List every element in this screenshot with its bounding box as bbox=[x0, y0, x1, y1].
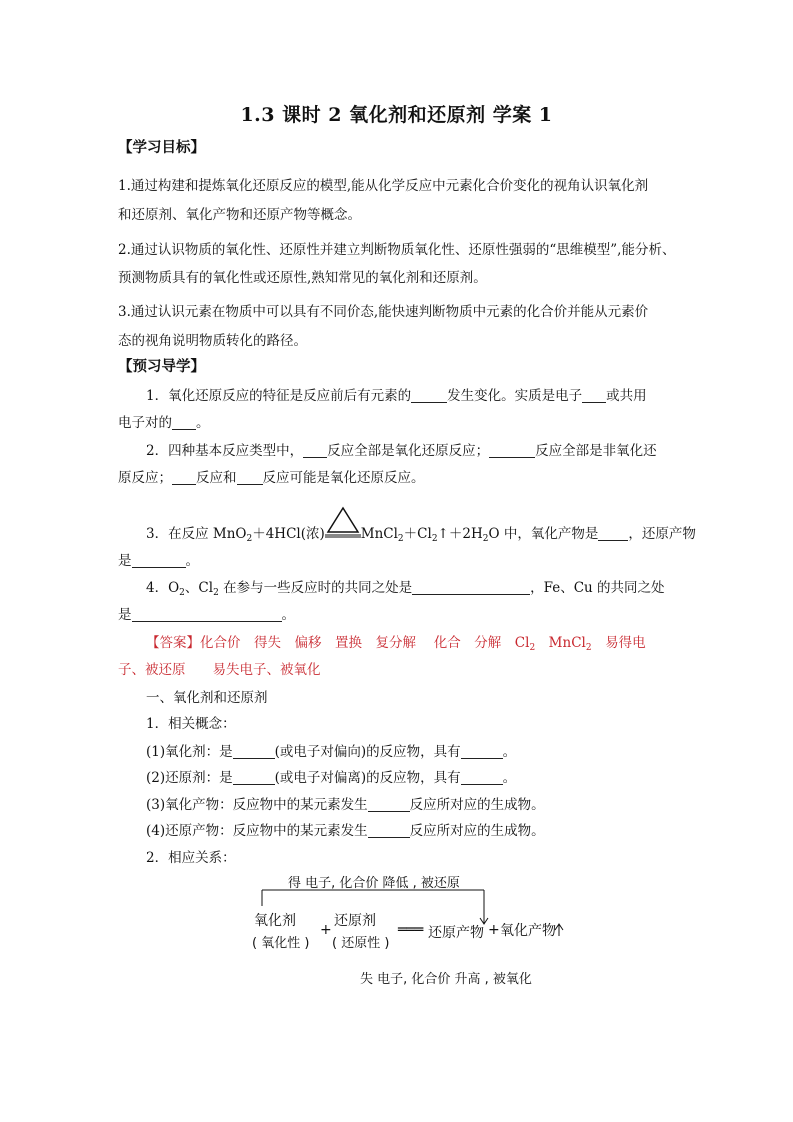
diagram-reductant: 还原剂 bbox=[334, 913, 376, 929]
section-preview-heading: 【预习导学】 bbox=[118, 358, 205, 375]
goal-line: 1.通过构建和提炼氧化还原反应的模型,能从化学反应中元素化合价变化的视角认识氧化剂 bbox=[118, 178, 649, 194]
answer-blank[interactable] bbox=[172, 470, 196, 485]
question-3: 3．在反应 MnO$_2$＋4HCl(浓) $MnCl_2+Cl_2↑+2H_2O$ 中，氧化产物是 ，还原产物 bbox=[146, 524, 706, 549]
answer-blank[interactable] bbox=[489, 443, 535, 458]
answer-blank[interactable] bbox=[461, 744, 503, 759]
question-1-cont: 电子对的 。 bbox=[118, 415, 210, 431]
answer-blank[interactable] bbox=[598, 526, 628, 541]
question-4: 4．$O_2$、$Cl_2$ 在参与一些反应时的共同之处是 ，Fe、Cu 的共同之处 bbox=[146, 580, 665, 598]
section-goals-heading: 【学习目标】 bbox=[118, 139, 205, 156]
answer-key: 【答案】化合价 得失 偏移 置换 复分解 化合 分解 $Cl_2$ MnCl$_2$ 易得电 bbox=[146, 635, 646, 653]
diagram-oxidant: 氧化剂 bbox=[254, 913, 296, 929]
heat-triangle-icon bbox=[325, 524, 361, 538]
answer-blank[interactable] bbox=[233, 744, 275, 759]
relation-label: 2．相应关系： bbox=[146, 850, 236, 866]
diagram-oxidant-property: ( 氧化性 ) bbox=[252, 936, 310, 951]
diagram-equals: ═══ bbox=[398, 922, 424, 938]
concept-2: (2)还原剂：是 (或电子对偏离)的反应物，具有 。 bbox=[146, 770, 517, 786]
diagram-reduction-product: 还原产物 bbox=[428, 925, 484, 941]
question-2-cont: 原反应； 反应和 反应可能是氧化还原反应。 bbox=[118, 470, 425, 486]
answer-blank[interactable] bbox=[132, 607, 282, 622]
diagram-lose-electrons: 失 电子, 化合价 升高 , 被氧化 bbox=[360, 972, 532, 987]
answer-blank[interactable] bbox=[132, 553, 186, 568]
goal-line: 和还原剂、氧化产物和还原产物等概念。 bbox=[118, 207, 361, 223]
question-2: 2．四种基本反应类型中， 反应全部是氧化还原反应； 反应全部是非氧化还 bbox=[146, 443, 657, 459]
answer-blank[interactable] bbox=[303, 443, 327, 458]
goal-line: 态的视角说明物质转化的路径。 bbox=[118, 333, 307, 349]
diagram-gain-electrons: 得 电子, 化合价 降低 , 被还原 bbox=[288, 876, 460, 891]
answer-blank[interactable] bbox=[582, 388, 606, 403]
goal-line: 2.通过认识物质的氧化性、还原性并建立判断物质氧化性、还原性强弱的“思维模型”,能分析、 bbox=[118, 242, 676, 258]
concept-4: (4)还原产物：反应物中的某元素发生 反应所对应的生成物。 bbox=[146, 823, 545, 839]
question-3-cont: 是 。 bbox=[118, 553, 199, 569]
concept-3: (3)氧化产物：反应物中的某元素发生 反应所对应的生成物。 bbox=[146, 797, 545, 813]
diagram-plus: + bbox=[320, 922, 332, 938]
answer-blank[interactable] bbox=[172, 415, 196, 430]
answer-blank[interactable] bbox=[368, 797, 410, 812]
diagram-reductant-property: ( 还原性 ) bbox=[332, 936, 390, 951]
redox-relation-diagram bbox=[248, 872, 578, 992]
answer-blank[interactable] bbox=[461, 770, 503, 785]
answer-blank[interactable] bbox=[412, 580, 530, 595]
diagram-plus: + bbox=[488, 922, 500, 938]
question-4-cont: 是 。 bbox=[118, 607, 295, 623]
concepts-label: 1．相关概念： bbox=[146, 716, 236, 732]
part1-heading: 一、氧化剂和还原剂 bbox=[146, 690, 268, 706]
answer-blank[interactable] bbox=[411, 388, 447, 403]
answer-blank[interactable] bbox=[237, 470, 263, 485]
diagram-oxidation-product: 氧化产物 bbox=[500, 923, 556, 939]
question-1: 1．氧化还原反应的特征是反应前后有元素的 发生变化。实质是电子 或共用 bbox=[146, 388, 647, 404]
goal-line: 3.通过认识元素在物质中可以具有不同价态,能快速判断物质中元素的化合价并能从元素价 bbox=[118, 304, 649, 320]
concept-1: (1)氧化剂：是 (或电子对偏向)的反应物，具有 。 bbox=[146, 744, 517, 760]
page-title: 1.3 课时 2 氧化剂和还原剂 学案 1 bbox=[240, 104, 553, 126]
answer-key-cont: 子、被还原 易失电子、被氧化 bbox=[118, 662, 321, 678]
goal-line: 预测物质具有的氧化性或还原性,熟知常见的氧化剂和还原剂。 bbox=[118, 270, 487, 286]
answer-blank[interactable] bbox=[368, 823, 410, 838]
answer-blank[interactable] bbox=[233, 770, 275, 785]
